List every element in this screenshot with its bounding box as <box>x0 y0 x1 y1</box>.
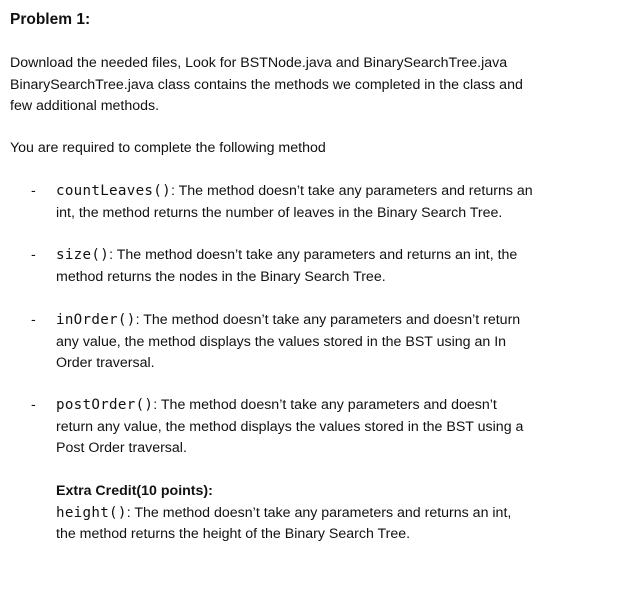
method-name-code: postOrder() <box>56 397 154 413</box>
intro-line-3: few additional methods. <box>10 98 160 114</box>
method-line-2: int, the method returns the number of leaves in the Binary Search Tree. <box>56 204 503 221</box>
method-name-code: height() <box>56 504 127 521</box>
extra-credit-heading: Extra Credit(10 points): <box>56 483 213 499</box>
extra-credit-line-1-text: : The method doesn’t take any parameters and returns an int, <box>126 504 512 521</box>
method-line-3: Post Order traversal. <box>56 440 187 456</box>
method-line-3: Order traversal. <box>56 355 155 371</box>
method-name-code: size() <box>56 247 110 263</box>
problem-title: Problem 1: <box>10 11 91 28</box>
bullet-dash: - <box>31 312 36 328</box>
method-item-size <box>31 245 621 289</box>
intro-line-1: Download the needed files, Look for BSTNode.java and BinarySearchTree.java <box>10 55 508 71</box>
method-line-1 <box>56 310 520 332</box>
method-name-code: countLeaves() <box>56 183 171 199</box>
intro-line-2: BinarySearchTree.java class contains the methods we completed in the class and <box>10 76 523 93</box>
method-line-2: return any value, the method displays the values stored in the BST using a <box>56 418 524 435</box>
method-description <box>56 181 533 224</box>
method-line-1-text: : The method doesn’t take any parameters and returns an <box>170 183 533 199</box>
instruction-text: You are required to complete the following method <box>10 140 326 156</box>
method-line-1-text: : The method doesn’t take any parameters and doesn’t return <box>135 312 521 328</box>
method-line-1-text: : The method doesn’t take any parameters and doesn’t <box>153 397 497 413</box>
bullet-dash: - <box>31 397 36 413</box>
method-line-1 <box>56 395 523 417</box>
bullet-dash: - <box>31 183 36 199</box>
method-item-inorder <box>31 310 621 376</box>
method-line-1 <box>56 245 517 267</box>
method-line-2: any value, the method displays the values stored in the BST using an In <box>56 333 507 350</box>
extra-credit-line-2: the method returns the height of the Binary Search Tree. <box>56 526 411 542</box>
method-description <box>56 395 523 460</box>
intro-paragraph <box>10 53 523 118</box>
bullet-dash: - <box>31 247 36 263</box>
method-item-countleaves <box>31 181 621 225</box>
method-item-postorder <box>31 395 621 461</box>
method-line-1 <box>56 181 533 203</box>
instruction-paragraph <box>10 138 326 160</box>
extra-credit-section <box>56 481 511 546</box>
method-name-code: inOrder() <box>56 312 136 328</box>
method-line-1-text: : The method doesn’t take any parameters and returns an int, the <box>109 247 518 263</box>
method-description <box>56 310 520 375</box>
method-description <box>56 245 517 288</box>
method-line-2: method returns the nodes in the Binary Search Tree. <box>56 268 386 285</box>
extra-credit-line-1 <box>56 503 511 525</box>
